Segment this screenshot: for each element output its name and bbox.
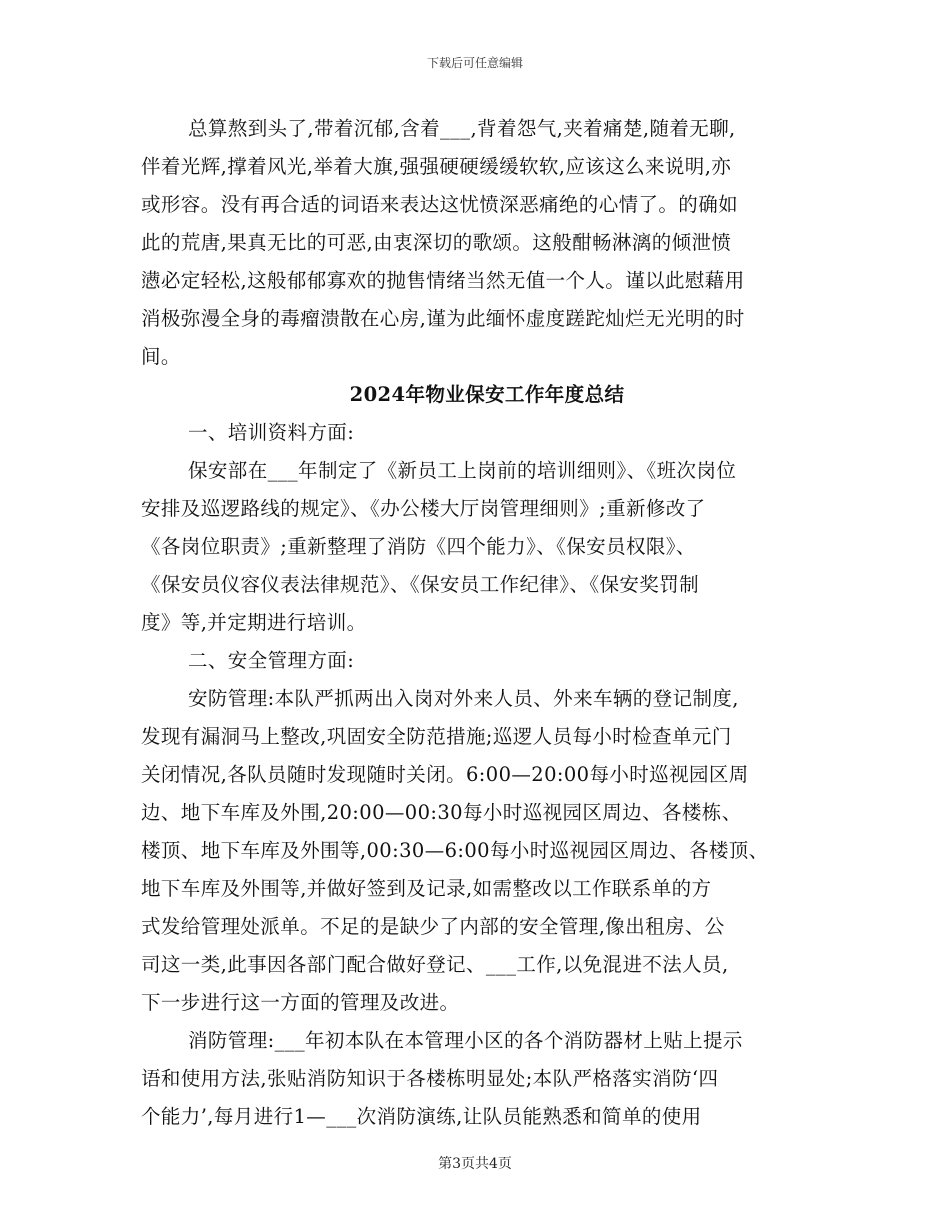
paragraph-line: 伴着光辉,撑着风光,举着大旗,强强硬硬缓缓软软,应该这么来说明,亦 (141, 155, 732, 178)
paragraph-line: 个能力’,每月进行1—___次消防演练,让队员能熟悉和简单的使用 (141, 1105, 702, 1128)
paragraph-line: 发现有漏洞马上整改,巩固安全防范措施;巡逻人员每小时检查单元门 (141, 725, 732, 748)
paragraph-line: 式发给管理处派单。不足的是缺少了内部的安全管理,像出租房、公 (141, 915, 725, 938)
paragraph-line: 《保安员仪容仪表法律规范》、《保安员工作纪律》、《保安奖罚制 (141, 573, 700, 596)
paragraph-line: 边、地下车库及外围,20:00—00:30每小时巡视园区周边、各楼栋、 (141, 801, 742, 824)
paragraph-line: 间。 (141, 345, 181, 368)
paragraph-line: 关闭情况,各队员随时发现随时关闭。6:00—20:00每小时巡视园区周 (141, 763, 749, 786)
paragraph-line: 语和使用方法,张贴消防知识于各楼栋明显处;本队严格落实消防‘四 (141, 1067, 719, 1090)
paragraph-line: 消防管理:___年初本队在本管理小区的各个消防器材上贴上提示 (188, 1029, 743, 1052)
paragraph-line: 度》等,并定期进行培训。 (141, 611, 367, 634)
paragraph-line: 楼顶、地下车库及外围等,00:30—6:00每小时巡视园区周边、各楼顶、 (141, 839, 769, 862)
paragraph-line: 懑必定轻松,这般郁郁寡欢的抛售情绪当然无值一个人。谨以此慰藉用 (141, 269, 745, 292)
section-heading: 一、培训资料方面: (188, 421, 355, 444)
paragraph-line: 司这一类,此事因各部门配合做好登记、___工作,以免混进不法人员, (141, 953, 729, 976)
paragraph-line: 或形容。没有再合适的词语来表达这忧愤深恶痛绝的心情了。的确如 (141, 193, 739, 216)
paragraph-line: 消极弥漫全身的毒瘤溃散在心房,谨为此缅怀虚度蹉跎灿烂无光明的时 (141, 307, 745, 330)
page-footer: 第3页共4页 (438, 1156, 512, 1172)
paragraph-line: 下一步进行这一方面的管理及改进。 (141, 991, 460, 1014)
paragraph-line: 安排及巡逻路线的规定》、《办公楼大厅岗管理细则》;重新修改了 (141, 497, 706, 520)
paragraph-line: 《各岗位职责》;重新整理了消防《四个能力》、《保安员权限》、 (141, 535, 696, 558)
document-body (141, 110, 813, 1136)
page-header: 下载后可任意编辑 (426, 56, 523, 70)
paragraph-line: 总算熬到头了,带着沉郁,含着___,背着怨气,夹着痛楚,随着无聊, (188, 117, 736, 140)
paragraph-line: 安防管理:本队严抓两出入岗对外来人员、外来车辆的登记制度, (188, 687, 739, 710)
section-title: 2024年物业保安工作年度总结 (349, 383, 625, 406)
paragraph-line: 此的荒唐,果真无比的可恶,由衷深切的歌颂。这般酣畅淋漓的倾泄愤 (141, 231, 732, 254)
section-heading: 二、安全管理方面: (188, 649, 355, 672)
paragraph-line: 地下车库及外围等,并做好签到及记录,如需整改以工作联系单的方 (141, 877, 712, 900)
paragraph-line: 保安部在___年制定了《新员工上岗前的培训细则》、《班次岗位 (188, 459, 737, 482)
